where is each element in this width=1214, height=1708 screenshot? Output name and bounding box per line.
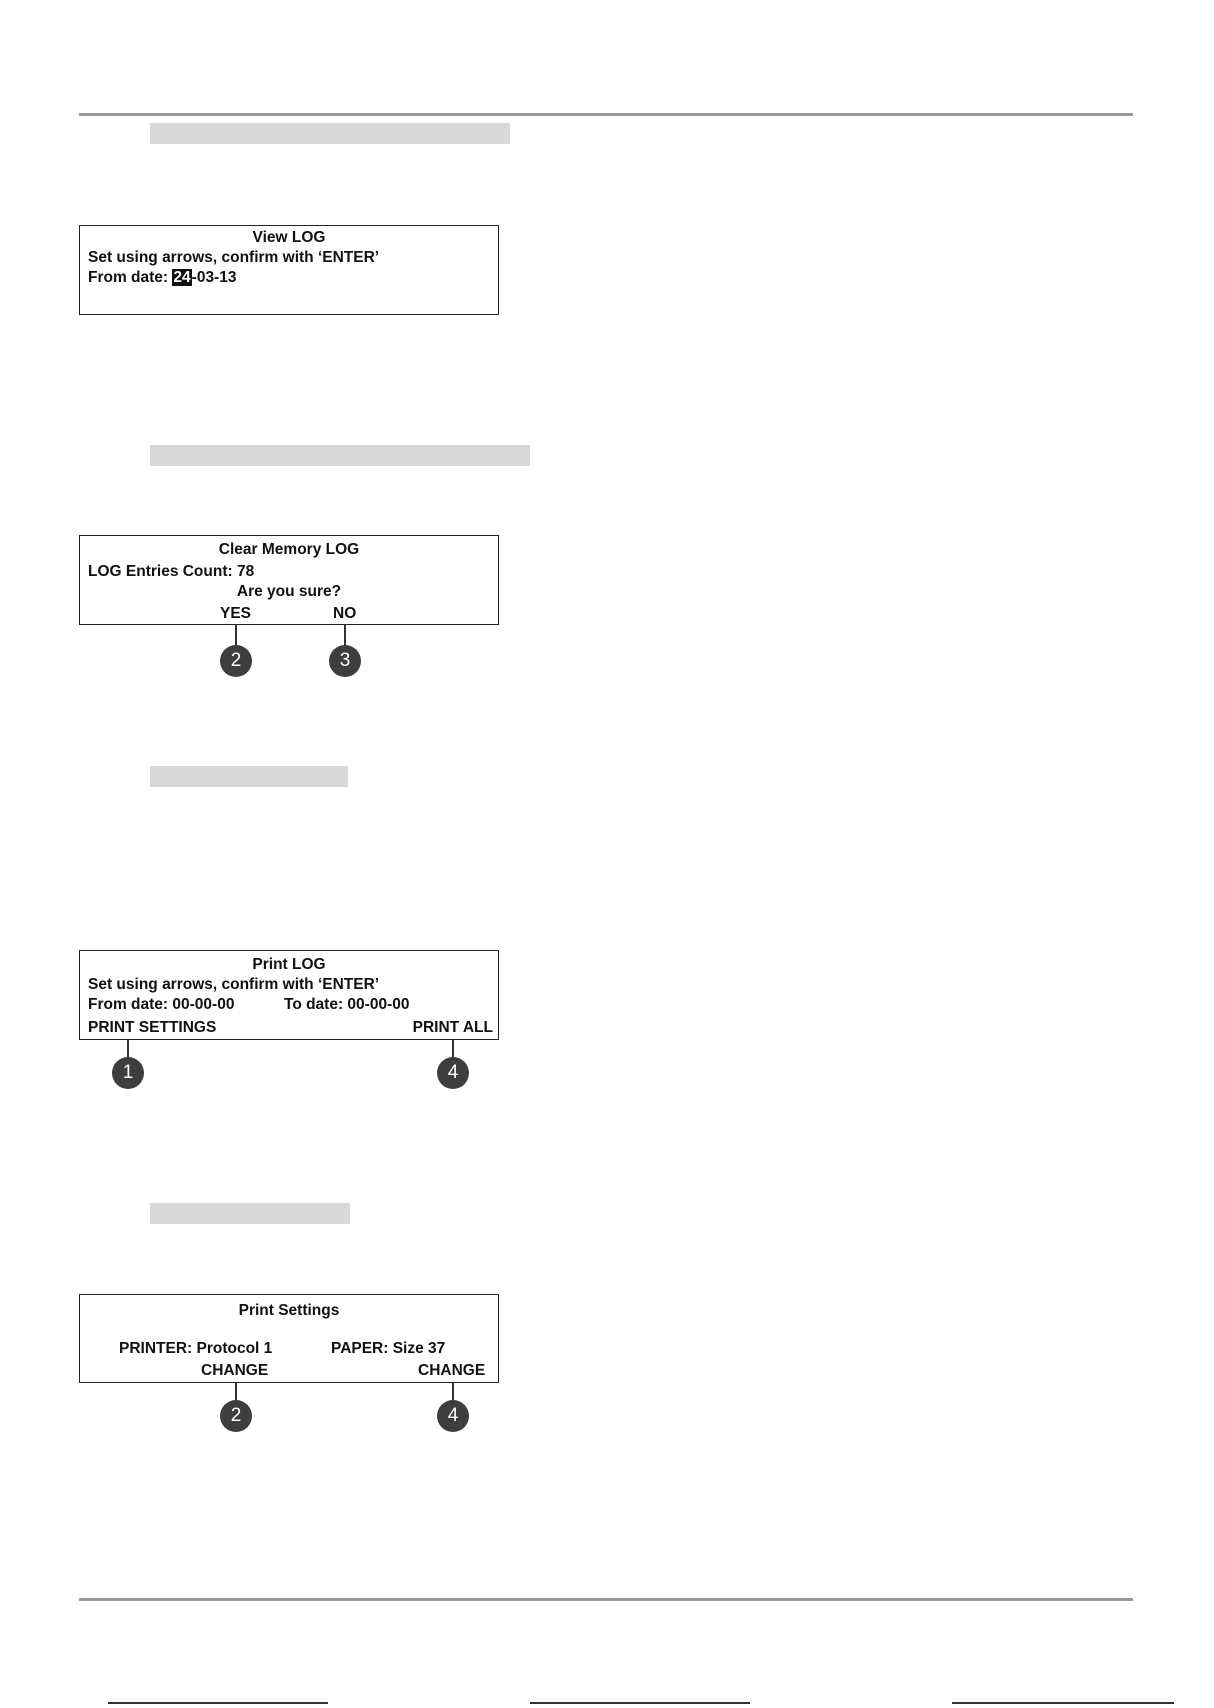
date-rest: -03-13 bbox=[191, 269, 237, 286]
header-rule bbox=[79, 113, 1133, 116]
footer-rule bbox=[79, 1598, 1133, 1601]
crop-mark-left bbox=[108, 1702, 328, 1704]
print-all-softkey-label[interactable]: PRINT ALL bbox=[412, 1019, 493, 1036]
clear-log-title: Clear Memory LOG bbox=[218, 541, 360, 558]
callout-key-2-print-settings: 2 bbox=[220, 1400, 252, 1432]
callout-stem-yes bbox=[235, 625, 237, 647]
callout-key-2: 2 bbox=[220, 645, 252, 677]
callout-stem-change-paper bbox=[452, 1383, 454, 1401]
print-to-date: To date: 00-00-00 bbox=[284, 996, 410, 1013]
callout-key-4-print-settings: 4 bbox=[437, 1400, 469, 1432]
callout-key-1: 1 bbox=[112, 1057, 144, 1089]
printer-protocol: PRINTER: Protocol 1 bbox=[119, 1340, 273, 1357]
callout-key-4: 4 bbox=[437, 1057, 469, 1089]
paper-size: PAPER: Size 37 bbox=[331, 1340, 446, 1357]
print-log-title: Print LOG bbox=[252, 956, 326, 973]
section-heading-bar-print-log bbox=[150, 766, 348, 787]
callout-stem-print-settings bbox=[127, 1040, 129, 1058]
section-heading-bar-print-settings bbox=[150, 1203, 350, 1224]
print-settings-screen bbox=[79, 1294, 499, 1383]
log-entries-count: LOG Entries Count: 78 bbox=[88, 563, 255, 580]
section-heading-bar-view-log bbox=[150, 123, 510, 144]
view-log-title: View LOG bbox=[252, 229, 326, 246]
change-paper-softkey-label[interactable]: CHANGE bbox=[418, 1362, 486, 1379]
print-log-screen bbox=[79, 950, 499, 1040]
callout-stem-change-printer bbox=[235, 1383, 237, 1401]
from-date-label: From date: bbox=[88, 269, 173, 286]
view-log-instruction: Set using arrows, confirm with ‘ENTER’ bbox=[88, 249, 380, 266]
crop-mark-center bbox=[530, 1702, 750, 1704]
print-from-date: From date: 00-00-00 bbox=[88, 996, 235, 1013]
change-printer-softkey-label[interactable]: CHANGE bbox=[201, 1362, 269, 1379]
crop-mark-right bbox=[952, 1702, 1174, 1704]
clear-memory-log-screen bbox=[79, 535, 499, 625]
print-settings-title: Print Settings bbox=[238, 1302, 340, 1319]
view-log-screen bbox=[79, 225, 499, 315]
callout-stem-no bbox=[344, 625, 346, 647]
callout-key-3: 3 bbox=[329, 645, 361, 677]
callout-stem-print-all bbox=[452, 1040, 454, 1058]
view-log-from-date bbox=[88, 269, 236, 287]
no-softkey-label[interactable]: NO bbox=[333, 605, 357, 622]
yes-softkey-label[interactable]: YES bbox=[220, 605, 252, 622]
print-settings-softkey-label[interactable]: PRINT SETTINGS bbox=[88, 1019, 217, 1036]
section-heading-bar-clear-log bbox=[150, 445, 530, 466]
date-cursor-highlight: 24 bbox=[173, 269, 191, 286]
print-log-instruction: Set using arrows, confirm with ‘ENTER’ bbox=[88, 976, 380, 993]
confirm-question: Are you sure? bbox=[236, 583, 342, 600]
